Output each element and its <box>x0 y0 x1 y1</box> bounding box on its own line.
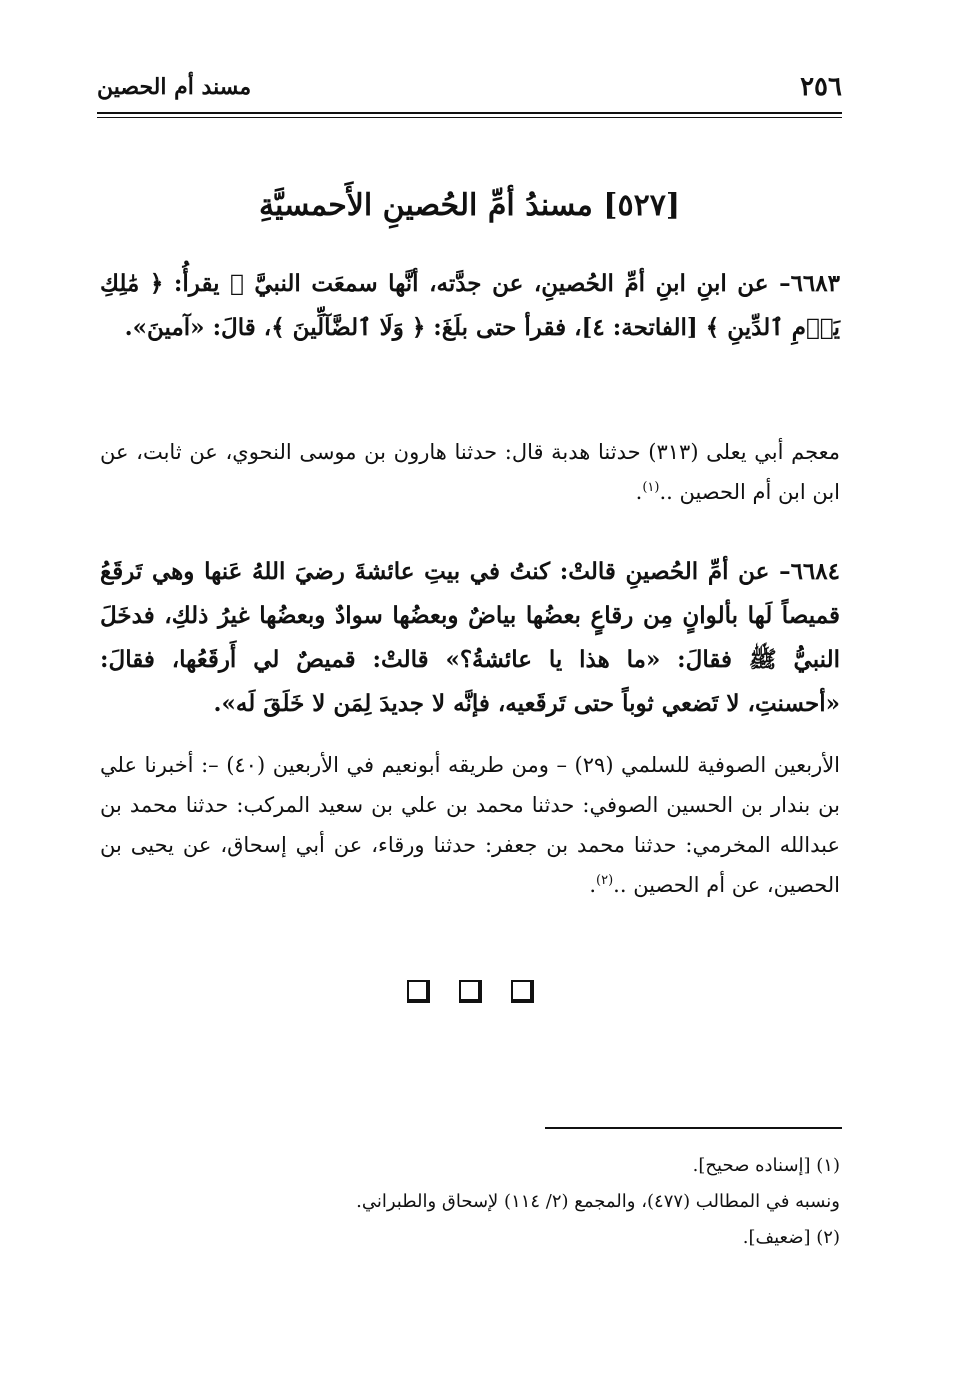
hadith-text: عن ابنِ ابنِ أمِّ الحُصينِ، عن جدَّته، أنَّها سمعَت النبيَّ ﷺ يقرأُ: ﴿ مَٰلِكِ يَوۡمِ ٱلدِّينِ ﴾ [الفاتحة: ٤]، فقرأ حتى بلَغَ: ﴿ وَلَا ٱلضَّآلِّينَ ﴾، قالَ: «آمينَ». <box>100 270 840 341</box>
footnote-ref-2: (٢) <box>596 873 614 888</box>
section-separator <box>0 980 953 1010</box>
hadith-6683 <box>100 262 840 350</box>
footnote-1-continuation: ونسبه في المطالب (٤٧٧)، والمجمع (٢/ ١١٤) لإسحاق والطبراني. <box>356 1191 840 1212</box>
hadith-number: ٦٦٨٤– <box>779 558 840 585</box>
header-rule <box>97 112 842 114</box>
footnote-rule <box>545 1127 842 1129</box>
separator-box-icon <box>511 980 534 1003</box>
separator-box-icon <box>459 980 482 1003</box>
footnote-ref-1: (١) <box>642 480 660 495</box>
page-number: ٢٥٦ <box>800 72 842 102</box>
footnotes <box>100 1148 840 1256</box>
source-6684: الأربعين الصوفية للسلمي (٢٩) – ومن طريقه أبونعيم في الأربعين (٤٠) –: أخبرنا علي بن بندار بن الحسين الصوفي: حدثنا محمد بن علي بن سعيد المركب: حدثنا محمد بن عبدالله المخرمي: حدثنا محمد بن جعفر: حدثنا ورقاء، عن أبي إسحاق، عن يحيى بن الحصين، عن أم الحصين ..$^{(٢)}$. <box>100 753 841 897</box>
footnote-2: (٢) [ضعيف]. <box>742 1227 840 1248</box>
source-text: الأربعين الصوفية للسلمي (٢٩) – ومن طريقه أبونعيم في الأربعين (٤٠) –: أخبرنا علي بن بندار بن الحسين الصوفي: حدثنا محمد بن علي بن سعيد المركب: حدثنا محمد بن عبدالله المخرمي: حدثنا محمد بن جعفر: حدثنا ورقاء، عن أبي إسحاق، عن يحيى بن الحصين، عن أم الحصين .. <box>100 753 841 897</box>
separator-box-icon <box>407 980 430 1003</box>
hadith-number: ٦٦٨٣– <box>779 270 840 297</box>
running-header <box>97 70 842 110</box>
hadith-6684 <box>100 550 840 726</box>
hadith-text: عن أمِّ الحُصينِ قالتْ: كنتُ في بيتِ عائشةَ رضيَ اللهُ عَنها وهي تَرقَعُ قميصاً لَها بألوانٍ مِن رقاعٍ بعضُها بياضٌ وبعضُها سوادٌ وبعضُها غيرُ ذلكِ، فدخَلَ النبيُّ ﷺ فقالَ: «ما هذا يا عائشةُ؟» قالتْ: قميصٌ لي أَرقَعُها، فقالَ: «أحسنتِ، لا تَضعي ثوباً حتى تَرقَعيه، فإنَّه لا جديدَ لِمَن لا خَلَقَ لَه». <box>100 558 840 717</box>
footnote-1: (١) [إسناده صحيح]. <box>692 1155 840 1176</box>
section-title: [٥٢٧] مسندُ أمِّ الحُصينِ الأَحمسيَّةِ <box>258 188 681 223</box>
running-title: مسند أم الحصين <box>97 74 252 100</box>
source-text: معجم أبي يعلى (٣١٣) حدثنا هدبة قال: حدثنا هارون بن موسى النحوي، عن ثابت، عن ابن ابن أم الحصين .. <box>100 440 840 504</box>
header-rule-thin <box>97 117 842 118</box>
source-6683: معجم أبي يعلى (٣١٣) حدثنا هدبة قال: حدثنا هارون بن موسى النحوي، عن ثابت، عن ابن ابن أم الحصين ..$^{(١)}$. <box>100 440 840 504</box>
